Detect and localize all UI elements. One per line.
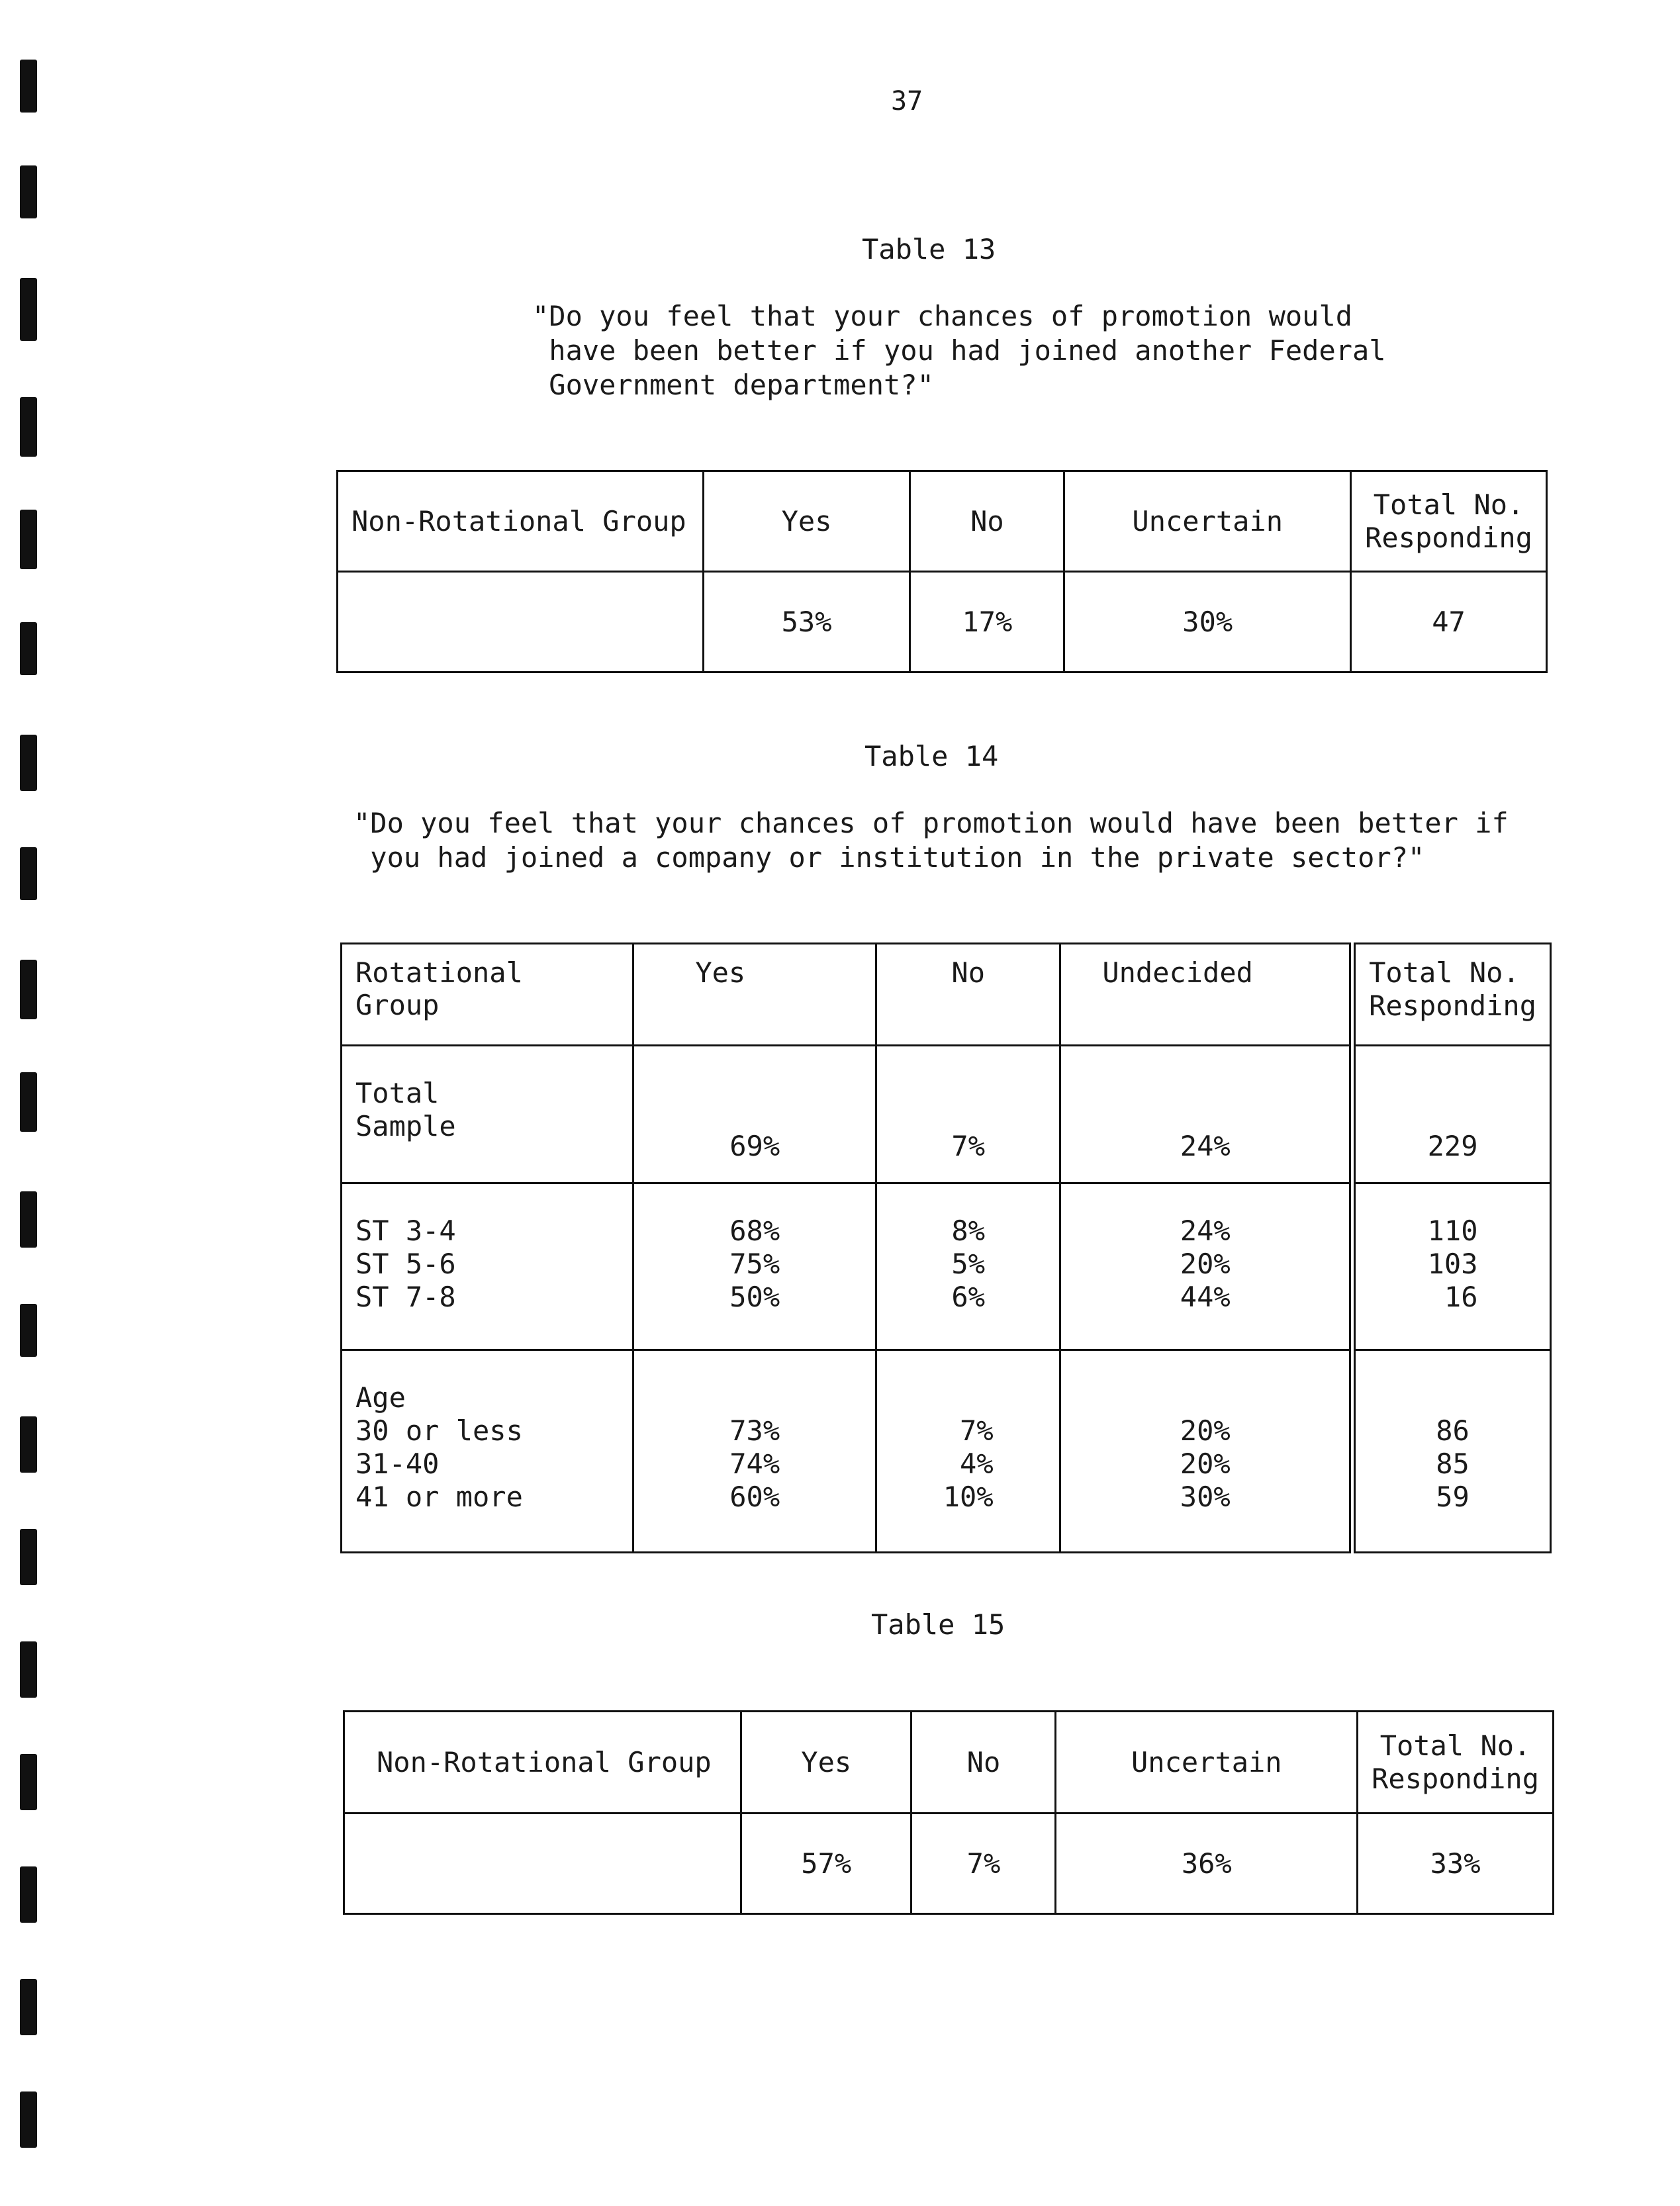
table-cell: 36% <box>1056 1814 1358 1914</box>
no-cell: 7% <box>876 1046 1060 1183</box>
table15 <box>343 1710 1554 1915</box>
header-cell: Uncertain <box>1064 471 1351 572</box>
header-cell: Yes <box>703 471 910 572</box>
row-label: Total Sample <box>342 1046 633 1183</box>
header-cell: Total No. Responding <box>1352 944 1550 1046</box>
binder-mark <box>20 278 37 341</box>
yes-cell: 69% <box>633 1046 876 1183</box>
binder-mark <box>20 1072 37 1132</box>
table-row <box>342 1183 1551 1350</box>
binder-mark <box>20 1641 37 1698</box>
binder-mark <box>20 1304 37 1357</box>
table-cell: 7% <box>911 1814 1056 1914</box>
total-cell: 229 <box>1352 1046 1550 1183</box>
table-header-row <box>344 1712 1554 1814</box>
table14-question <box>353 806 1509 875</box>
table-header-row <box>342 944 1551 1046</box>
table13-question <box>532 299 1386 402</box>
table-cell: 33% <box>1358 1814 1554 1914</box>
table-cell: 30% <box>1064 572 1351 672</box>
undecided-cell: 20% 20% 30% <box>1060 1350 1352 1553</box>
row-label: Age 30 or less 31-40 41 or more <box>342 1350 633 1553</box>
row-label: ST 3-4 ST 5-6 ST 7-8 <box>342 1183 633 1350</box>
table-cell <box>338 572 704 672</box>
binder-mark <box>20 165 37 218</box>
table13 <box>336 470 1548 673</box>
no-cell: 7% 4% 10% <box>876 1350 1060 1553</box>
binder-hole-marks <box>12 0 38 2206</box>
header-cell: Total No. Responding <box>1351 471 1547 572</box>
binder-mark <box>20 60 37 113</box>
undecided-cell: 24% <box>1060 1046 1352 1183</box>
header-cell: Non-Rotational Group <box>338 471 704 572</box>
total-cell: 86 85 59 <box>1352 1350 1550 1553</box>
table13-caption: Table 13 <box>862 233 996 265</box>
header-cell: Yes <box>741 1712 911 1814</box>
header-cell: Rotational Group <box>342 944 633 1046</box>
binder-mark <box>20 1866 37 1923</box>
binder-mark <box>20 1191 37 1248</box>
binder-mark <box>20 1979 37 2035</box>
header-cell: Non-Rotational Group <box>344 1712 741 1814</box>
question-line: Government department?" <box>532 369 934 401</box>
header-cell: No <box>876 944 1060 1046</box>
table-cell: 17% <box>910 572 1064 672</box>
question-line: have been better if you had joined another Federal <box>532 334 1386 367</box>
header-cell: Undecided <box>1060 944 1352 1046</box>
undecided-cell: 24% 20% 44% <box>1060 1183 1352 1350</box>
binder-mark <box>20 1416 37 1473</box>
binder-mark <box>20 1529 37 1585</box>
question-line: "Do you feel that your chances of promotion would have been better if <box>353 807 1509 839</box>
table-row <box>342 1350 1551 1553</box>
table14 <box>340 942 1552 1553</box>
binder-mark <box>20 622 37 675</box>
binder-mark <box>20 960 37 1019</box>
table-cell: 47 <box>1351 572 1547 672</box>
table-row <box>342 1046 1551 1183</box>
table-row <box>344 1814 1554 1914</box>
page-number: 37 <box>891 86 923 116</box>
header-cell: No <box>910 471 1064 572</box>
table-cell: 57% <box>741 1814 911 1914</box>
total-cell: 110 103 16 <box>1352 1183 1550 1350</box>
binder-mark <box>20 397 37 457</box>
table15-caption: Table 15 <box>871 1608 1005 1641</box>
header-cell: No <box>911 1712 1056 1814</box>
binder-mark <box>20 1754 37 1810</box>
table-row <box>338 572 1547 672</box>
yes-cell: 73% 74% 60% <box>633 1350 876 1553</box>
header-cell: Uncertain <box>1056 1712 1358 1814</box>
table-cell: 53% <box>703 572 910 672</box>
table14-caption: Table 14 <box>864 740 999 772</box>
yes-cell: 68% 75% 50% <box>633 1183 876 1350</box>
binder-mark <box>20 735 37 791</box>
binder-mark <box>20 510 37 569</box>
binder-mark <box>20 2091 37 2148</box>
question-line: you had joined a company or institution in the private sector?" <box>353 841 1425 874</box>
question-line: "Do you feel that your chances of promotion would <box>532 300 1353 332</box>
table-header-row <box>338 471 1547 572</box>
header-cell: Yes <box>633 944 876 1046</box>
table-cell <box>344 1814 741 1914</box>
no-cell: 8% 5% 6% <box>876 1183 1060 1350</box>
binder-mark <box>20 847 37 900</box>
header-cell: Total No. Responding <box>1358 1712 1554 1814</box>
